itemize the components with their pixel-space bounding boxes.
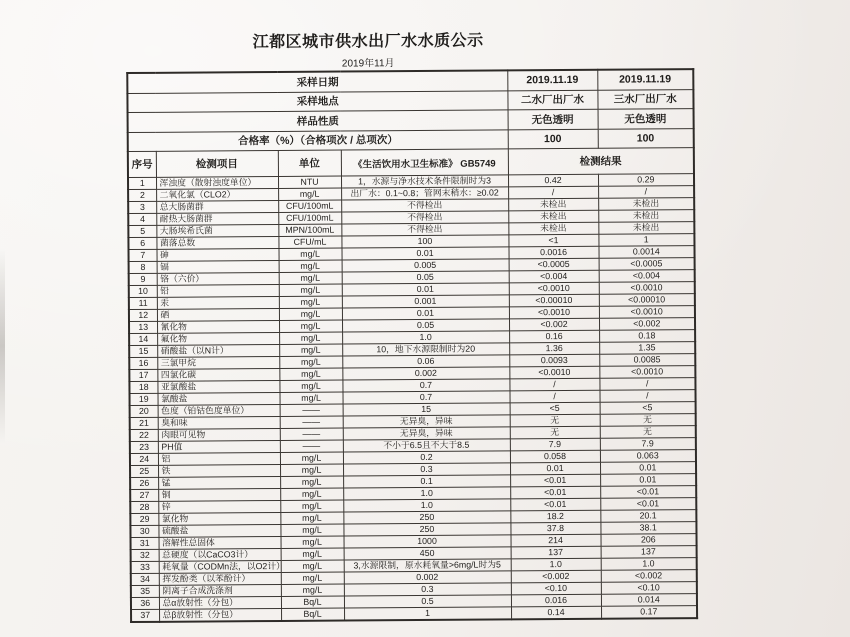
parameter-name: 镉 bbox=[157, 260, 279, 273]
parameter-name: 浑浊度（散射浊度单位） bbox=[156, 176, 278, 189]
result-plant2: 无 bbox=[510, 426, 600, 439]
result-plant2: 0.14 bbox=[511, 606, 601, 619]
result-plant3: 0.0014 bbox=[598, 246, 694, 259]
result-plant3: <0.0010 bbox=[599, 366, 695, 379]
result-plant2: <0.0010 bbox=[509, 306, 599, 319]
row-number: 17 bbox=[129, 369, 157, 381]
standard-limit: 0.2 bbox=[343, 451, 510, 464]
parameter-name: 硫酸盐 bbox=[158, 524, 280, 537]
result-plant3: 0.0085 bbox=[599, 354, 695, 367]
sampling-date-plant2: 2019.11.19 bbox=[507, 70, 597, 91]
parameter-name: 肉眼可见物 bbox=[158, 428, 280, 441]
standard-limit: 0.05 bbox=[342, 319, 509, 332]
row-number: 14 bbox=[129, 333, 157, 345]
standard-limit: 0.005 bbox=[342, 259, 509, 272]
result-plant3: / bbox=[598, 186, 694, 199]
result-plant3: 未检出 bbox=[598, 210, 694, 223]
parameter-unit: MPN/100mL bbox=[278, 224, 341, 236]
parameter-unit: mg/L bbox=[280, 512, 343, 524]
standard-limit: 0.3 bbox=[343, 463, 510, 476]
parameter-unit: mg/L bbox=[280, 392, 343, 404]
standard-limit: 1.0 bbox=[343, 487, 510, 500]
result-plant2: 0.16 bbox=[509, 330, 599, 343]
standard-limit: 15 bbox=[343, 403, 510, 416]
parameter-unit: mg/L bbox=[279, 356, 342, 368]
parameter-name: 二氧化氯（CLO2） bbox=[156, 188, 278, 201]
result-plant2: 0.016 bbox=[511, 594, 601, 607]
parameter-name: 阴离子合成洗涤剂 bbox=[159, 584, 281, 597]
row-number: 33 bbox=[131, 561, 159, 573]
parameter-unit: mg/L bbox=[279, 272, 342, 284]
result-plant2: <5 bbox=[510, 402, 600, 415]
parameter-unit: NTU bbox=[278, 176, 341, 188]
column-header-no: 序号 bbox=[128, 151, 156, 177]
result-plant3: 0.01 bbox=[600, 462, 696, 475]
column-header-standard: 《生活饮用水卫生标准》 GB5749 bbox=[341, 149, 508, 176]
parameter-name: 铁 bbox=[158, 464, 280, 477]
parameter-name: 硝酸盐（以N计） bbox=[157, 344, 279, 357]
row-number: 5 bbox=[128, 225, 156, 237]
parameter-unit: mg/L bbox=[279, 368, 342, 380]
standard-limit: 0.7 bbox=[342, 379, 509, 392]
result-plant2: <0.01 bbox=[510, 486, 600, 499]
result-plant2: <0.0010 bbox=[509, 366, 599, 379]
parameter-name: 汞 bbox=[157, 296, 279, 309]
parameter-name: 挥发酚类（以苯酚计） bbox=[159, 572, 281, 585]
sampling-date-label: 采样日期 bbox=[127, 70, 507, 93]
row-number: 22 bbox=[130, 429, 158, 441]
row-number: 36 bbox=[131, 597, 159, 609]
parameter-unit: —— bbox=[280, 428, 343, 440]
column-header-item: 检测项目 bbox=[156, 150, 278, 177]
page-subtitle: 2019年11月 bbox=[341, 58, 395, 70]
result-plant3: <0.0005 bbox=[599, 258, 695, 271]
result-plant2: 37.8 bbox=[510, 522, 600, 535]
result-plant3: <0.01 bbox=[600, 486, 696, 499]
standard-limit: 不得检出 bbox=[341, 223, 508, 236]
parameter-name: 锰 bbox=[158, 476, 280, 489]
sampling-date-plant3: 2019.11.19 bbox=[597, 69, 693, 90]
sampling-site-label: 采样地点 bbox=[127, 90, 507, 112]
row-number: 21 bbox=[130, 417, 158, 429]
parameter-unit: mg/L bbox=[279, 284, 342, 296]
parameter-unit: mg/L bbox=[280, 524, 343, 536]
parameter-unit: mg/L bbox=[280, 476, 343, 488]
result-plant2: 未检出 bbox=[508, 198, 598, 211]
result-plant2: / bbox=[509, 378, 599, 391]
standard-limit: 出厂水：0.1~0.8；管网末稍水：≥0.02 bbox=[341, 187, 508, 200]
standard-limit: 1000 bbox=[344, 535, 511, 548]
row-number: 9 bbox=[129, 273, 157, 285]
page-title: 江都区城市供水出厂水水质公示 bbox=[252, 32, 484, 52]
parameter-name: 四氯化碳 bbox=[157, 368, 279, 381]
parameter-name: 氯化物 bbox=[158, 512, 280, 525]
result-plant3: 7.9 bbox=[600, 438, 696, 451]
pass-rate-plant3: 100 bbox=[598, 128, 694, 148]
parameter-unit: —— bbox=[280, 416, 343, 428]
parameter-name: 锌 bbox=[158, 500, 280, 513]
standard-limit: 0.7 bbox=[343, 391, 510, 404]
parameter-unit: mg/L bbox=[278, 188, 341, 200]
standard-limit: 450 bbox=[344, 547, 511, 560]
row-number: 3 bbox=[128, 201, 156, 213]
row-number: 35 bbox=[131, 585, 159, 597]
row-number: 24 bbox=[130, 453, 158, 465]
row-number: 34 bbox=[131, 573, 159, 585]
result-plant2: 0.01 bbox=[510, 462, 600, 475]
row-number: 4 bbox=[128, 213, 156, 225]
row-number: 8 bbox=[129, 261, 157, 273]
parameter-name: 臭和味 bbox=[158, 416, 280, 429]
standard-limit: 无异臭，异味 bbox=[343, 415, 510, 428]
standard-limit: 100 bbox=[341, 235, 508, 248]
result-plant2: <0.00010 bbox=[509, 294, 599, 307]
row-number: 37 bbox=[131, 609, 159, 622]
parameter-name: 耗氧量（CODMn法，以O2计） bbox=[159, 560, 281, 573]
row-number: 31 bbox=[131, 537, 159, 549]
standard-limit: 不得检出 bbox=[341, 199, 508, 212]
result-plant3: <0.01 bbox=[600, 498, 696, 511]
row-number: 11 bbox=[129, 297, 157, 309]
parameter-unit: mg/L bbox=[281, 536, 344, 548]
row-number: 20 bbox=[130, 405, 158, 417]
standard-limit: 0.05 bbox=[342, 271, 509, 284]
result-plant3: / bbox=[599, 378, 695, 391]
pass-rate-plant2: 100 bbox=[508, 129, 598, 149]
result-plant2: 0.0016 bbox=[508, 246, 598, 259]
row-number: 6 bbox=[128, 237, 156, 249]
parameter-unit: CFU/100mL bbox=[278, 200, 341, 212]
parameter-name: 菌落总数 bbox=[156, 236, 278, 249]
standard-limit: 250 bbox=[343, 523, 510, 536]
results-table-body bbox=[128, 174, 697, 622]
row-number: 32 bbox=[131, 549, 159, 561]
result-plant3: 未检出 bbox=[598, 198, 694, 211]
parameter-unit: mg/L bbox=[278, 248, 341, 260]
result-plant2: <0.01 bbox=[510, 498, 600, 511]
result-plant3: 1.0 bbox=[601, 558, 697, 571]
row-number: 27 bbox=[130, 489, 158, 501]
row-number: 29 bbox=[130, 513, 158, 525]
parameter-unit: mg/L bbox=[279, 308, 342, 320]
parameter-unit: mg/L bbox=[280, 488, 343, 500]
standard-limit: 0.1 bbox=[343, 475, 510, 488]
result-plant3: 0.01 bbox=[600, 474, 696, 487]
result-plant2: <1 bbox=[508, 234, 598, 247]
parameter-unit: mg/L bbox=[281, 560, 344, 572]
result-plant3: 无 bbox=[600, 414, 696, 427]
parameter-name: PH值 bbox=[158, 440, 280, 453]
result-plant3: 0.18 bbox=[599, 330, 695, 343]
result-plant2: 未检出 bbox=[508, 222, 598, 235]
parameter-name: 耐热大肠菌群 bbox=[156, 212, 278, 225]
row-number: 7 bbox=[129, 249, 157, 261]
sampling-site-plant3: 三水厂出厂水 bbox=[597, 89, 693, 109]
result-plant3: 1.35 bbox=[599, 342, 695, 355]
parameter-name: 溶解性总固体 bbox=[159, 536, 281, 549]
standard-limit: 0.002 bbox=[344, 571, 511, 584]
result-plant2: 137 bbox=[511, 546, 601, 559]
sample-nature-plant2: 无色透明 bbox=[508, 109, 598, 129]
parameter-unit: mg/L bbox=[281, 548, 344, 560]
parameter-unit: mg/L bbox=[279, 380, 342, 392]
parameter-name: 氰化物 bbox=[157, 320, 279, 333]
parameter-unit: mg/L bbox=[279, 320, 342, 332]
result-plant2: 0.0093 bbox=[509, 354, 599, 367]
water-quality-table bbox=[126, 68, 698, 623]
parameter-name: 铝 bbox=[158, 452, 280, 465]
standard-limit: 0.001 bbox=[342, 295, 509, 308]
row-number: 25 bbox=[130, 465, 158, 477]
result-plant2: <0.10 bbox=[511, 582, 601, 595]
parameter-unit: mg/L bbox=[279, 296, 342, 308]
result-plant2: 1.0 bbox=[511, 558, 601, 571]
standard-limit: 1 bbox=[344, 607, 511, 621]
result-plant3: 0.17 bbox=[601, 606, 697, 619]
parameter-name: 亚氯酸盐 bbox=[157, 380, 279, 393]
standard-limit: 不得检出 bbox=[341, 211, 508, 224]
parameter-unit: CFU/mL bbox=[278, 236, 341, 248]
sample-nature-plant3: 无色透明 bbox=[598, 109, 694, 129]
standard-limit: 1.0 bbox=[342, 331, 509, 344]
result-plant2: 0.42 bbox=[508, 174, 598, 187]
result-plant2: <0.004 bbox=[509, 270, 599, 283]
parameter-unit: mg/L bbox=[279, 260, 342, 272]
row-number: 13 bbox=[129, 321, 157, 333]
row-number: 15 bbox=[129, 345, 157, 357]
parameter-name: 总β放射性（分包） bbox=[159, 608, 281, 621]
standard-limit: 10，地下水源限制时为20 bbox=[342, 343, 509, 356]
row-number: 30 bbox=[130, 525, 158, 537]
parameter-name: 三氯甲烷 bbox=[157, 356, 279, 369]
sample-info-section bbox=[127, 69, 694, 177]
result-plant2: 未检出 bbox=[508, 210, 598, 223]
result-plant2: 7.9 bbox=[510, 438, 600, 451]
parameter-unit: mg/L bbox=[279, 332, 342, 344]
result-plant2: <0.01 bbox=[510, 474, 600, 487]
standard-limit: 不小于6.5且不大于8.5 bbox=[343, 439, 510, 452]
parameter-name: 总硬度（以CaCO3计） bbox=[159, 548, 281, 561]
parameter-unit: —— bbox=[280, 404, 343, 416]
result-plant3: 未检出 bbox=[598, 222, 694, 235]
standard-limit: 0.002 bbox=[342, 367, 509, 380]
result-plant3: 0.063 bbox=[600, 450, 696, 463]
standard-limit: 0.01 bbox=[342, 307, 509, 320]
result-plant3: 0.014 bbox=[601, 594, 697, 607]
result-plant2: <0.002 bbox=[509, 318, 599, 331]
result-plant2: 214 bbox=[511, 534, 601, 547]
parameter-unit: mg/L bbox=[279, 344, 342, 356]
standard-limit: 0.06 bbox=[342, 355, 509, 368]
result-plant2: 无 bbox=[510, 414, 600, 427]
parameter-name: 氯酸盐 bbox=[158, 392, 280, 405]
standard-limit: 无异臭，异味 bbox=[343, 427, 510, 440]
parameter-unit: mg/L bbox=[281, 572, 344, 584]
result-plant2: / bbox=[509, 390, 599, 403]
result-plant2: 18.2 bbox=[510, 510, 600, 523]
result-plant3: 20.1 bbox=[600, 510, 696, 523]
parameter-name: 铬（六价） bbox=[157, 272, 279, 285]
result-plant3: 1 bbox=[598, 234, 694, 247]
result-plant2: <0.0010 bbox=[509, 282, 599, 295]
sample-nature-label: 样品性质 bbox=[128, 110, 508, 132]
row-number: 10 bbox=[129, 285, 157, 297]
result-plant3: 206 bbox=[601, 534, 697, 547]
parameter-name: 铅 bbox=[157, 284, 279, 297]
parameter-name: 大肠埃希氏菌 bbox=[156, 224, 278, 237]
row-number: 2 bbox=[128, 189, 156, 201]
row-number: 23 bbox=[130, 441, 158, 453]
standard-limit: 250 bbox=[343, 511, 510, 524]
result-plant3: 38.1 bbox=[600, 522, 696, 535]
standard-limit: 1，水源与净水技术条件限制时为3 bbox=[341, 175, 508, 188]
parameter-unit: mg/L bbox=[280, 452, 343, 464]
row-number: 1 bbox=[128, 177, 156, 189]
row-number: 12 bbox=[129, 309, 157, 321]
row-number: 26 bbox=[130, 477, 158, 489]
parameter-unit: mg/L bbox=[280, 464, 343, 476]
standard-limit: 0.5 bbox=[344, 595, 511, 608]
title-block bbox=[0, 26, 738, 72]
sampling-site-plant2: 二水厂出厂水 bbox=[507, 90, 597, 110]
row-number: 19 bbox=[130, 393, 158, 405]
result-plant3: <0.10 bbox=[601, 582, 697, 595]
standard-limit: 1.0 bbox=[343, 499, 510, 512]
result-plant3: 137 bbox=[601, 546, 697, 559]
parameter-unit: —— bbox=[280, 440, 343, 452]
parameter-name: 色度（铂钴色度单位） bbox=[158, 404, 280, 417]
result-plant3: <5 bbox=[600, 402, 696, 415]
result-plant2: 0.058 bbox=[510, 450, 600, 463]
result-plant3: <0.004 bbox=[599, 270, 695, 283]
parameter-name: 砷 bbox=[157, 248, 279, 261]
result-plant2: / bbox=[508, 186, 598, 199]
parameter-unit: mg/L bbox=[281, 584, 344, 596]
row-number: 18 bbox=[129, 381, 157, 393]
parameter-unit: Bq/L bbox=[281, 596, 344, 608]
parameter-name: 总大肠菌群 bbox=[156, 200, 278, 213]
standard-limit: 0.01 bbox=[342, 283, 509, 296]
result-plant3: <0.0010 bbox=[599, 282, 695, 295]
result-plant3: 0.29 bbox=[598, 174, 694, 187]
column-header-result: 检测结果 bbox=[508, 148, 694, 175]
parameter-unit: Bq/L bbox=[281, 608, 344, 621]
row-number: 16 bbox=[129, 357, 157, 369]
column-header-row bbox=[128, 148, 694, 178]
column-header-unit: 单位 bbox=[278, 150, 341, 176]
result-plant2: 1.36 bbox=[509, 342, 599, 355]
parameter-name: 硒 bbox=[157, 308, 279, 321]
standard-limit: 3,水源限制，原水耗氧量>6mg/L时为5 bbox=[344, 559, 511, 572]
result-plant2: <0.0005 bbox=[509, 258, 599, 271]
result-plant3: <0.0010 bbox=[599, 306, 695, 319]
parameter-name: 氟化物 bbox=[157, 332, 279, 345]
pass-rate-label: 合格率（%）（合格项次 / 总项次） bbox=[128, 129, 508, 151]
result-plant3: <0.002 bbox=[601, 570, 697, 583]
result-plant3: 无 bbox=[600, 426, 696, 439]
result-plant2: <0.002 bbox=[511, 570, 601, 583]
parameter-unit: mg/L bbox=[280, 500, 343, 512]
result-plant3: <0.00010 bbox=[599, 294, 695, 307]
row-number: 28 bbox=[130, 501, 158, 513]
parameter-unit: CFU/100mL bbox=[278, 212, 341, 224]
result-plant3: / bbox=[599, 390, 695, 403]
parameter-name: 铜 bbox=[158, 488, 280, 501]
parameter-name: 总α放射性（分包） bbox=[159, 596, 281, 609]
standard-limit: 0.3 bbox=[344, 583, 511, 596]
result-plant3: <0.002 bbox=[599, 318, 695, 331]
standard-limit: 0.01 bbox=[341, 247, 508, 260]
